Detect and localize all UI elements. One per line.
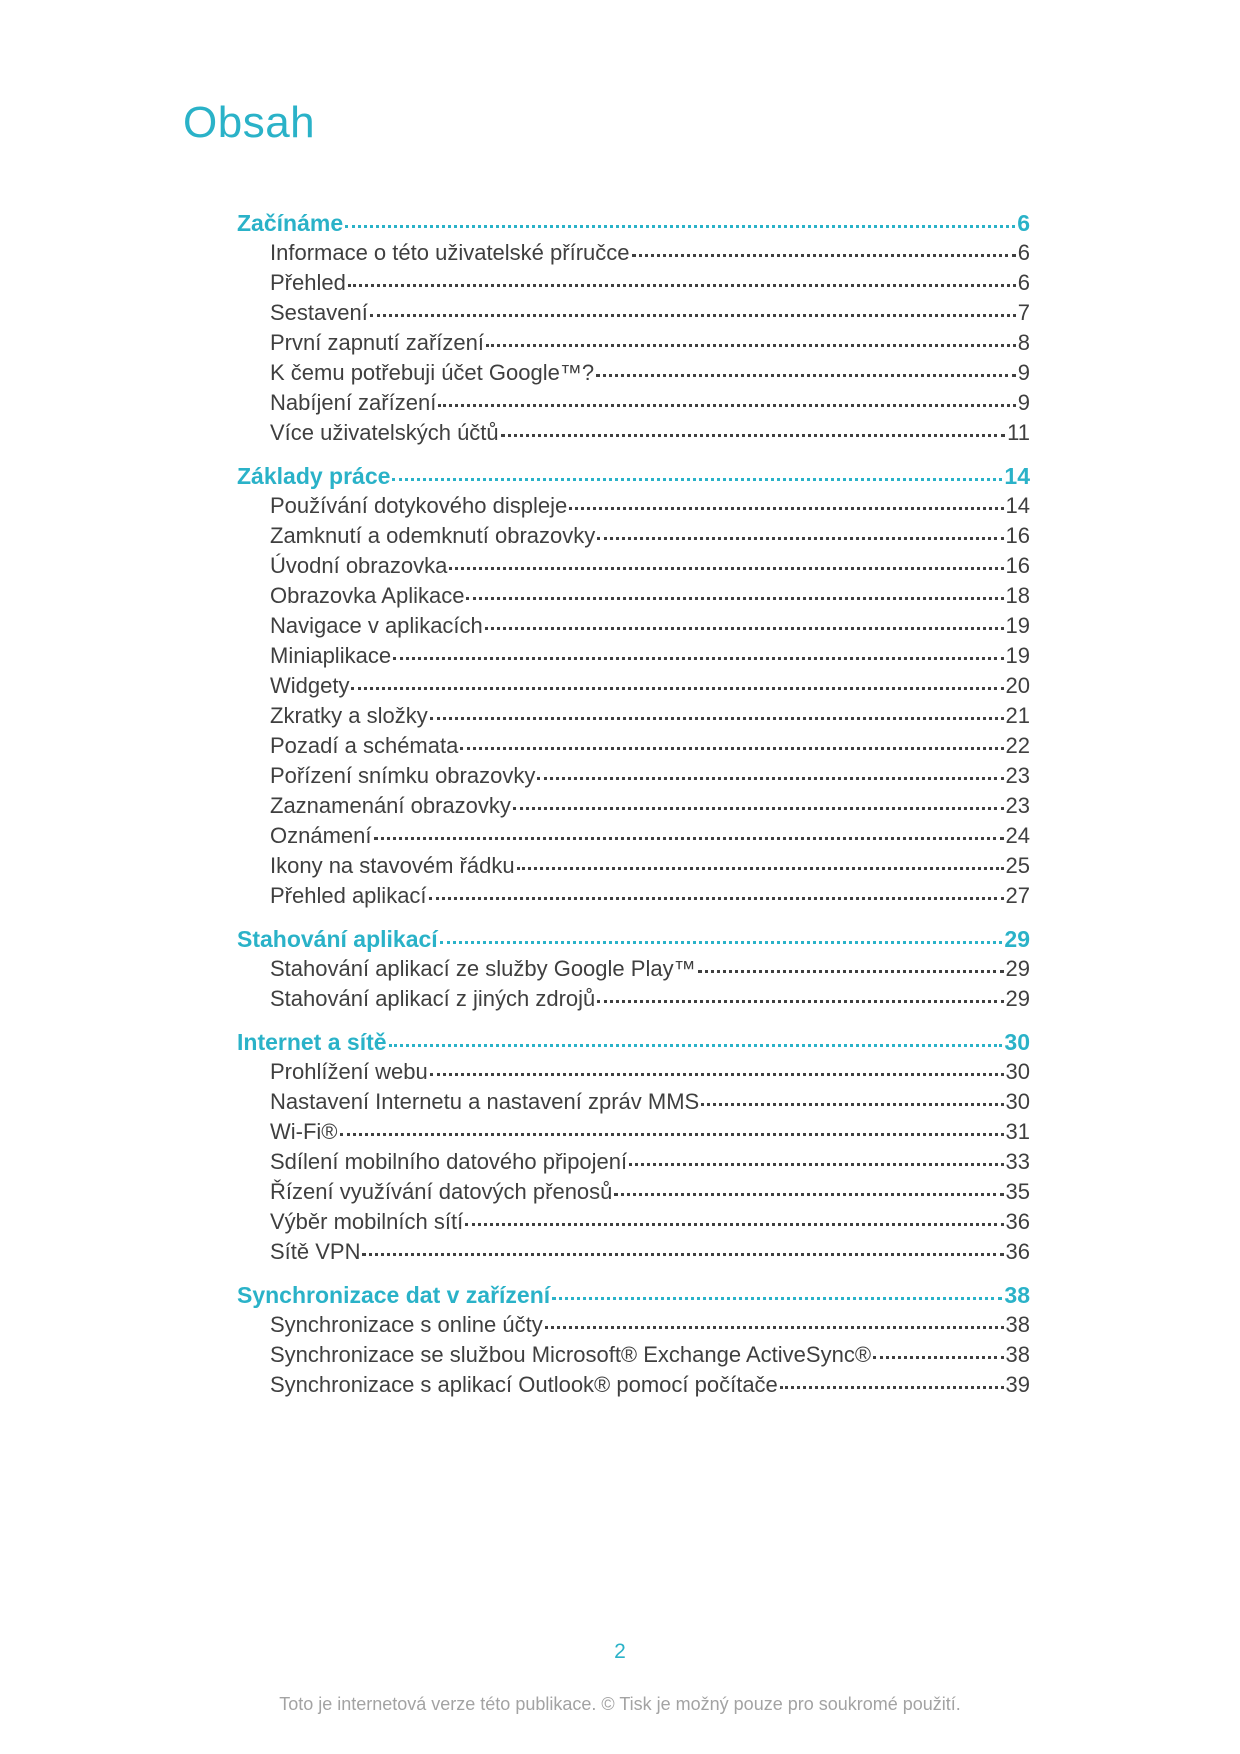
toc-section-page: 14 (1004, 463, 1030, 489)
dot-leader (430, 1073, 1004, 1076)
toc-item-row[interactable] (270, 1340, 1030, 1370)
dot-leader (501, 434, 1005, 437)
toc-item-label: Sdílení mobilního datového připojení (270, 1149, 628, 1174)
toc-item-page: 25 (1005, 853, 1030, 878)
toc-item-page: 19 (1005, 643, 1030, 668)
toc-item-page: 38 (1005, 1312, 1030, 1337)
toc-item-label: Pozadí a schémata (270, 733, 459, 758)
toc-item-label: Výběr mobilních sítí (270, 1209, 464, 1234)
toc-section-row[interactable] (237, 924, 1030, 954)
toc-item-row[interactable] (270, 1207, 1030, 1237)
toc-item-page: 30 (1005, 1059, 1030, 1084)
dot-leader (362, 1253, 1003, 1256)
toc-item-label: Používání dotykového displeje (270, 493, 568, 518)
toc-item-label: Zamknutí a odemknutí obrazovky (270, 523, 596, 548)
dot-leader (392, 478, 1002, 481)
toc-item-row[interactable] (270, 298, 1030, 328)
toc-item-label: Ikony na stavovém řádku (270, 853, 515, 878)
toc-item-label: Miniaplikace (270, 643, 392, 668)
toc-item-row[interactable] (270, 791, 1030, 821)
toc-item-label: Sítě VPN (270, 1239, 361, 1264)
dot-leader (513, 807, 1004, 810)
toc-item-label: Informace o této uživatelské příručce (270, 240, 630, 265)
dot-leader (370, 314, 1016, 317)
toc-item-row[interactable] (270, 388, 1030, 418)
dot-leader (374, 837, 1004, 840)
toc-item-row[interactable] (270, 821, 1030, 851)
toc-item-label: Navigace v aplikacích (270, 613, 483, 638)
toc-item-row[interactable] (270, 701, 1030, 731)
page-title: Obsah (183, 98, 316, 147)
dot-leader (537, 777, 1003, 780)
toc-item-page: 29 (1005, 986, 1030, 1011)
toc-item-row[interactable] (270, 1147, 1030, 1177)
dot-leader (545, 1326, 1004, 1329)
dot-leader (465, 1223, 1003, 1226)
toc-item-row[interactable] (270, 1087, 1030, 1117)
dot-leader (597, 1000, 1003, 1003)
toc-item-row[interactable] (270, 851, 1030, 881)
dot-leader (430, 717, 1004, 720)
toc-item-label: Stahování aplikací z jiných zdrojů (270, 986, 596, 1011)
toc-item-label: Přehled aplikací (270, 883, 427, 908)
toc-item-page: 39 (1005, 1372, 1030, 1397)
toc-item-page: 36 (1005, 1209, 1030, 1234)
toc-item-page: 6 (1017, 240, 1030, 265)
toc-item-page: 18 (1005, 583, 1030, 608)
toc-item-page: 21 (1005, 703, 1030, 728)
toc-item-label: Nastavení Internetu a nastavení zpráv MMS (270, 1089, 700, 1114)
dot-leader (485, 627, 1004, 630)
toc-item-row[interactable] (270, 521, 1030, 551)
dot-leader (486, 344, 1016, 347)
toc-section-page: 6 (1017, 210, 1030, 236)
toc-item-page: 6 (1017, 270, 1030, 295)
dot-leader (596, 374, 1016, 377)
toc-item-page: 16 (1005, 523, 1030, 548)
toc-section-title: Základy práce (237, 463, 391, 489)
dot-leader (701, 1103, 1003, 1106)
toc-item-row[interactable] (270, 358, 1030, 388)
dot-leader (614, 1193, 1003, 1196)
toc-item-label: Synchronizace s online účty (270, 1312, 543, 1337)
toc-item-row[interactable] (270, 491, 1030, 521)
toc-item-page: 27 (1005, 883, 1030, 908)
toc-item-row[interactable] (270, 761, 1030, 791)
toc-item-row[interactable] (270, 641, 1030, 671)
toc (183, 208, 1030, 1400)
toc-item-label: Zaznamenání obrazovky (270, 793, 511, 818)
toc-item-row[interactable] (270, 238, 1030, 268)
dot-leader (597, 537, 1003, 540)
toc-item-row[interactable] (270, 611, 1030, 641)
dot-leader (466, 597, 1003, 600)
toc-item-row[interactable] (270, 731, 1030, 761)
toc-section-page: 30 (1004, 1029, 1030, 1055)
toc-item-label: Úvodní obrazovka (270, 553, 448, 578)
dot-leader (351, 687, 1003, 690)
dot-leader (429, 897, 1004, 900)
toc-item-label: Sestavení (270, 300, 368, 325)
toc-item-label: Synchronizace s aplikací Outlook® pomocí počítače (270, 1372, 778, 1397)
toc-section-title: Začínáme (237, 210, 344, 236)
toc-item-page: 16 (1005, 553, 1030, 578)
toc-item-label: Pořízení snímku obrazovky (270, 763, 536, 788)
dot-leader (438, 404, 1015, 407)
toc-section-row[interactable] (237, 1027, 1030, 1057)
toc-item-page: 23 (1005, 793, 1030, 818)
toc-item-label: Widgety (270, 673, 350, 698)
toc-item-page: 29 (1005, 956, 1030, 981)
toc-item-row[interactable] (270, 1117, 1030, 1147)
toc-section-title: Stahování aplikací (237, 926, 438, 952)
toc-item-label: K čemu potřebuji účet Google™? (270, 360, 595, 385)
toc-item-label: První zapnutí zařízení (270, 330, 484, 355)
toc-item-row[interactable] (270, 581, 1030, 611)
toc-item-page: 33 (1005, 1149, 1030, 1174)
dot-leader (632, 254, 1016, 257)
dot-leader (552, 1297, 1002, 1300)
toc-item-label: Obrazovka Aplikace (270, 583, 465, 608)
dot-leader (345, 225, 1015, 228)
toc-item-page: 11 (1007, 420, 1030, 445)
toc-item-row[interactable] (270, 418, 1030, 448)
toc-item-label: Synchronizace se službou Microsoft® Exchange ActiveSync® (270, 1342, 872, 1367)
toc-section-row[interactable] (237, 1280, 1030, 1310)
toc-section-row[interactable] (237, 461, 1030, 491)
toc-item-page: 31 (1005, 1119, 1030, 1144)
toc-item-page: 19 (1005, 613, 1030, 638)
dot-leader (460, 747, 1003, 750)
dot-leader (780, 1386, 1004, 1389)
toc-item-row[interactable] (270, 268, 1030, 298)
toc-item-row[interactable] (270, 984, 1030, 1014)
toc-item-page: 24 (1005, 823, 1030, 848)
page-number: 2 (614, 1640, 626, 1663)
toc-item-page: 22 (1005, 733, 1030, 758)
toc-item-page: 35 (1005, 1179, 1030, 1204)
toc-item-label: Prohlížení webu (270, 1059, 428, 1084)
toc-section-title: Internet a sítě (237, 1029, 387, 1055)
toc-item-page: 7 (1017, 300, 1030, 325)
toc-item-page: 23 (1005, 763, 1030, 788)
toc-item-row[interactable] (270, 954, 1030, 984)
toc-item-page: 38 (1005, 1342, 1030, 1367)
toc-item-page: 36 (1005, 1239, 1030, 1264)
toc-item-page: 30 (1005, 1089, 1030, 1114)
toc-item-page: 20 (1005, 673, 1030, 698)
toc-item-label: Nabíjení zařízení (270, 390, 437, 415)
dot-leader (873, 1356, 1003, 1359)
dot-leader (348, 284, 1016, 287)
toc-item-page: 9 (1017, 360, 1030, 385)
toc-item-label: Wi-Fi® (270, 1119, 338, 1144)
dot-leader (440, 941, 1003, 944)
toc-item-label: Oznámení (270, 823, 372, 848)
toc-item-row[interactable] (270, 551, 1030, 581)
dot-leader (517, 867, 1004, 870)
toc-item-row[interactable] (270, 671, 1030, 701)
dot-leader (698, 970, 1004, 973)
dot-leader (449, 567, 1003, 570)
dot-leader (629, 1163, 1003, 1166)
toc-item-page: 9 (1017, 390, 1030, 415)
toc-item-row[interactable] (270, 1177, 1030, 1207)
toc-item-label: Stahování aplikací ze služby Google Play™ (270, 956, 696, 981)
toc-item-label: Zkratky a složky (270, 703, 428, 728)
dot-leader (340, 1133, 1004, 1136)
toc-item-row[interactable] (270, 1370, 1030, 1400)
toc-section-page: 29 (1004, 926, 1030, 952)
dot-leader (389, 1044, 1003, 1047)
toc-item-label: Více uživatelských účtů (270, 420, 499, 445)
toc-item-page: 8 (1017, 330, 1030, 355)
dot-leader (569, 507, 1003, 510)
toc-section-title: Synchronizace dat v zařízení (237, 1282, 551, 1308)
toc-item-label: Přehled (270, 270, 346, 295)
page-content (183, 98, 1030, 1400)
toc-section-page: 38 (1004, 1282, 1030, 1308)
toc-item-row[interactable] (270, 1310, 1030, 1340)
toc-item-row[interactable] (270, 1237, 1030, 1267)
toc-item-row[interactable] (270, 1057, 1030, 1087)
toc-item-row[interactable] (270, 881, 1030, 911)
toc-item-page: 14 (1005, 493, 1030, 518)
dot-leader (393, 657, 1003, 660)
footer-note: Toto je internetová verze této publikace. © Tisk je možný pouze pro soukromé použití. (279, 1694, 961, 1714)
toc-item-label: Řízení využívání datových přenosů (270, 1179, 613, 1204)
toc-section-row[interactable] (237, 208, 1030, 238)
toc-item-row[interactable] (270, 328, 1030, 358)
